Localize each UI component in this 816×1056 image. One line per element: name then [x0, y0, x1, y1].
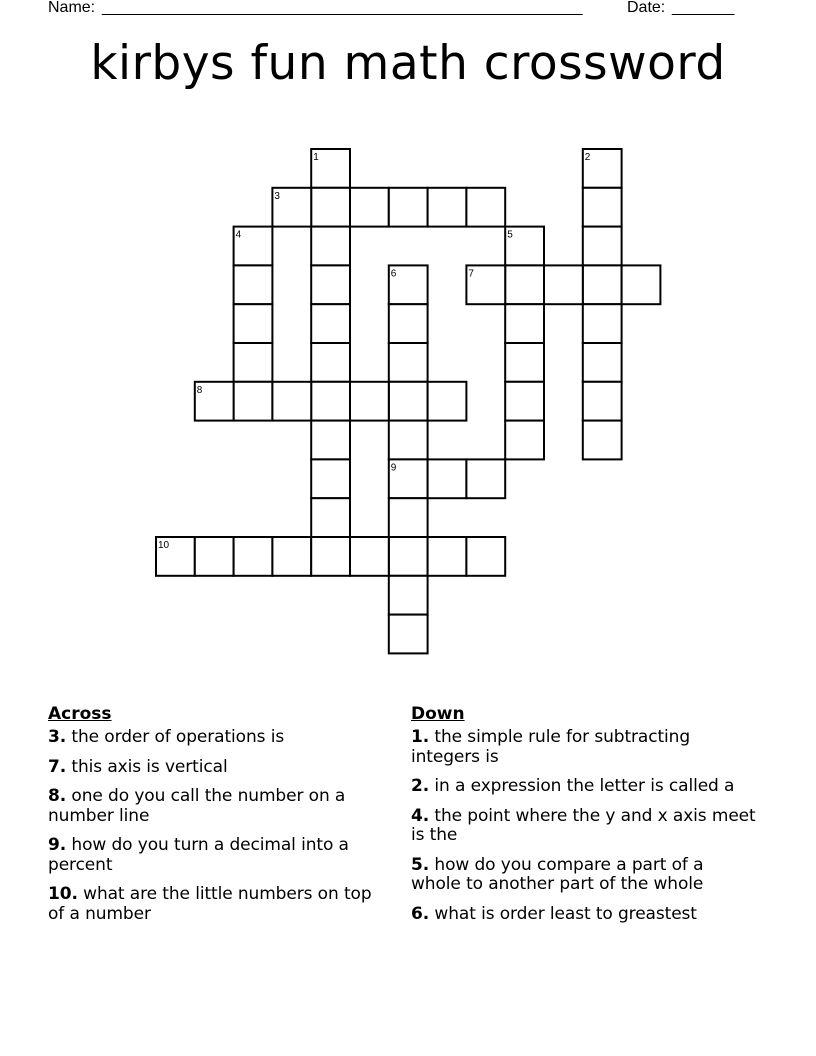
- clue-down-6: 6. what is order least to greastest: [411, 903, 697, 924]
- grid-cell[interactable]: [311, 227, 350, 266]
- grid-cell[interactable]: [389, 382, 428, 421]
- clue-text: how do you turn a decimal into a percent: [48, 835, 349, 875]
- grid-cell[interactable]: [583, 188, 622, 227]
- grid-cell[interactable]: [234, 537, 273, 576]
- clue-text: what is order least to greastest: [434, 903, 697, 924]
- header-line: [48, 0, 748, 20]
- cell-number: 2: [584, 152, 591, 163]
- cell-number: 7: [468, 268, 474, 280]
- date-label: Date:: [627, 0, 666, 16]
- grid-cell[interactable]: [311, 149, 350, 188]
- cell-number: 9: [390, 462, 397, 474]
- clue-text: this axis is vertical: [71, 756, 228, 777]
- clue-text: one do you call the number on a number line: [48, 786, 346, 826]
- clue-number: 10: [48, 884, 72, 904]
- cell-number: 10: [158, 540, 170, 551]
- grid-cell[interactable]: [583, 421, 622, 460]
- clue-across-9: 9. how do you turn a decimal into a percent: [48, 835, 349, 875]
- cell-number: 8: [196, 384, 203, 396]
- grid-cell[interactable]: [505, 304, 544, 343]
- grid-cell[interactable]: [389, 304, 428, 343]
- grid-cell[interactable]: [195, 382, 234, 421]
- grid-cell[interactable]: [311, 459, 350, 498]
- across-heading: Across: [48, 704, 112, 724]
- grid-cell[interactable]: [389, 343, 428, 382]
- grid-cell[interactable]: [466, 459, 505, 498]
- clue-number: 2: [411, 776, 423, 796]
- cell-number: 6: [390, 268, 397, 280]
- grid-cell[interactable]: [234, 304, 273, 343]
- date-field[interactable]: _______: [672, 0, 735, 16]
- grid-cell[interactable]: [389, 459, 428, 498]
- clue-down-2: 2. in a expression the letter is called a: [411, 776, 735, 796]
- grid-cell[interactable]: [389, 576, 428, 615]
- grid-cell[interactable]: [350, 537, 389, 576]
- clue-text: the simple rule for subtracting integers is: [411, 727, 691, 767]
- grid-cell[interactable]: [234, 265, 273, 304]
- clue-down-4: 4. the point where the y and x axis meet is the: [411, 805, 756, 845]
- clue-down-1: 1. the simple rule for subtracting integers is: [411, 727, 691, 767]
- grid-cell[interactable]: [311, 382, 350, 421]
- grid-cell[interactable]: [272, 382, 311, 421]
- grid-cell[interactable]: [466, 265, 505, 304]
- grid-cell[interactable]: [583, 343, 622, 382]
- grid-cell[interactable]: [389, 188, 428, 227]
- clue-text: the order of operations is: [71, 727, 285, 747]
- grid-cell[interactable]: [428, 537, 467, 576]
- clue-number: 5: [411, 854, 423, 875]
- grid-cell[interactable]: [311, 498, 350, 537]
- clue-number: 1: [411, 727, 423, 747]
- name-label: Name:: [48, 0, 96, 16]
- grid-cell[interactable]: [389, 498, 428, 537]
- clue-number: 9: [48, 835, 60, 855]
- clue-number: 4: [411, 805, 423, 826]
- grid-cell[interactable]: [234, 227, 273, 266]
- clue-across-3: 3. the order of operations is: [48, 727, 285, 747]
- cell-number: 1: [313, 152, 319, 163]
- grid-cell[interactable]: [156, 537, 195, 576]
- clue-text: the point where the y and x axis meet is the: [411, 805, 756, 845]
- clue-across-10: 10. what are the little numbers on top of a number: [48, 884, 372, 924]
- grid-cell[interactable]: [311, 188, 350, 227]
- grid-cell[interactable]: [350, 382, 389, 421]
- grid-cell[interactable]: [311, 537, 350, 576]
- grid-cell[interactable]: [272, 537, 311, 576]
- clue-number: 8: [48, 786, 60, 806]
- grid-cell[interactable]: [583, 265, 622, 304]
- grid-cell[interactable]: [389, 537, 428, 576]
- grid-cell[interactable]: [195, 537, 234, 576]
- down-clues: [411, 703, 756, 934]
- grid-cell[interactable]: [505, 343, 544, 382]
- grid-cell[interactable]: [583, 382, 622, 421]
- clue-text: how do you compare a part of a whole to another part of the whole: [411, 854, 704, 894]
- grid-cell[interactable]: [234, 382, 273, 421]
- grid-cell[interactable]: [311, 343, 350, 382]
- grid-cell[interactable]: [505, 382, 544, 421]
- grid-cell[interactable]: [505, 421, 544, 460]
- clue-number: 7: [48, 756, 60, 777]
- clue-number: 3: [48, 727, 60, 747]
- grid-cell[interactable]: [311, 421, 350, 460]
- grid-cell[interactable]: [350, 188, 389, 227]
- grid-cell[interactable]: [466, 537, 505, 576]
- clue-number: 6: [411, 903, 423, 924]
- grid-cell[interactable]: [505, 265, 544, 304]
- name-field[interactable]: ______________________________________________________: [102, 0, 583, 16]
- clue-down-5: 5. how do you compare a part of a whole to another part of the whole: [411, 854, 704, 894]
- grid-cell[interactable]: [583, 149, 622, 188]
- grid-cell[interactable]: [389, 615, 428, 654]
- grid-cell[interactable]: [428, 382, 467, 421]
- clue-across-7: 7. this axis is vertical: [48, 756, 228, 777]
- grid-cell[interactable]: [311, 304, 350, 343]
- grid-cell[interactable]: [311, 265, 350, 304]
- across-clues: [48, 703, 388, 934]
- clue-text: in a expression the letter is called a: [434, 776, 735, 796]
- grid-cell[interactable]: [428, 459, 467, 498]
- down-heading: Down: [411, 704, 465, 724]
- grid-cell[interactable]: [583, 304, 622, 343]
- grid-cell[interactable]: [428, 188, 467, 227]
- grid-cell[interactable]: [389, 421, 428, 460]
- page-title: kirbys fun math crossword: [90, 36, 726, 91]
- grid-cell[interactable]: [389, 265, 428, 304]
- grid-cell[interactable]: [466, 188, 505, 227]
- grid-cell[interactable]: [622, 265, 661, 304]
- cell-number: 3: [274, 190, 280, 202]
- clue-across-8: 8. one do you call the number on a number line: [48, 786, 346, 826]
- grid-cell[interactable]: [544, 265, 583, 304]
- grid-cell[interactable]: [505, 227, 544, 266]
- cell-number: 5: [507, 229, 513, 241]
- grid-cell[interactable]: [583, 227, 622, 266]
- grid-cell[interactable]: [234, 343, 273, 382]
- clue-text: what are the little numbers on top of a number: [48, 884, 372, 924]
- cell-number: 4: [235, 229, 242, 241]
- grid-cell[interactable]: [272, 188, 311, 227]
